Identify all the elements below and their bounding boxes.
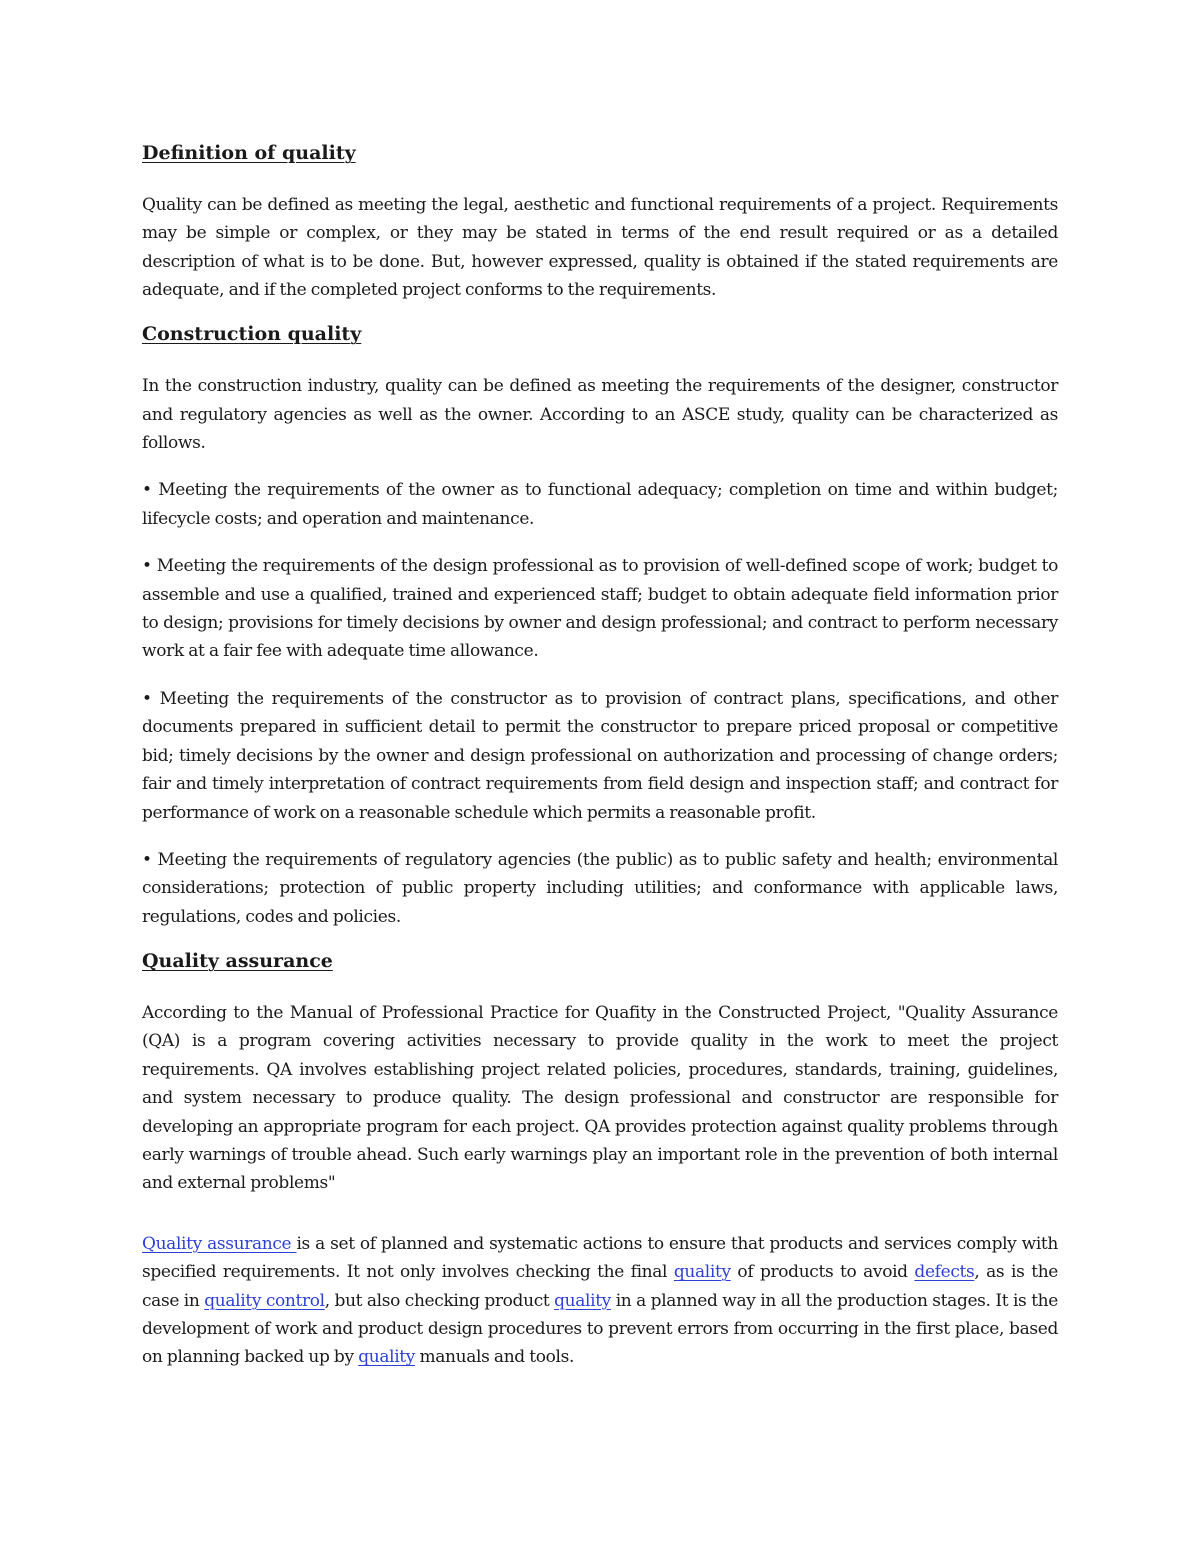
paragraph-qa-definition — [142, 1230, 1058, 1372]
link-quality-control[interactable]: quality control — [204, 1290, 325, 1311]
text-span: of products to avoid — [730, 1262, 915, 1283]
paragraph-definition: Quality can be defined as meeting the legal, aesthetic and functional requirements of a project. Requirements may be simple or complex, or they may be stated in terms of the end result required or as a detailed description of what is to be done. But, however expressed, quality is obtained if the stated requirements are adequate, and if the completed project conforms to the requirements. — [142, 194, 1058, 301]
paragraph-qa-manual-quote: According to the Manual of Professional Practice for Quafity in the Constructed Project, "Quality Assurance (QA) is a program covering activities necessary to provide quality in the work to meet the project requirements. QA involves establishing project related policies, procedures, standards, training, guidelines, and system necessary to produce quality. The design professional and constructor are responsible for developing an appropriate program for each project. QA provides protection against quality problems through early warnings of trouble ahead. Such early warnings play an important role in the prevention of both internal and external problems" — [142, 1002, 1058, 1194]
text-span: is a set of planned and systematic actions to ensure that products and services comply with specified requirements. It not only involves checking the final — [142, 1233, 1059, 1283]
bullet-constructor-requirements: • Meeting the requirements of the constructor as to provision of contract plans, specifications, and other documents prepared in sufficient detail to permit the constructor to prepare priced proposal or competitive bid; timely decisions by the owner and design professional on authorization and processing of change orders; fair and timely interpretation of contract requirements from field design and inspection staff; and contract for performance of work on a reasonable schedule which permits a reasonable profit. — [142, 688, 1058, 823]
text-span: in a planned way in all the production stages. It is the development of work and product design procedures to prevent errors from occurring in the first place, based on planning backed up by — [142, 1290, 1058, 1368]
document-body — [142, 142, 1058, 1391]
heading-construction-quality: Construction quality — [142, 323, 362, 346]
text-span: , but also checking product — [324, 1290, 555, 1311]
bullet-owner-requirements: • Meeting the requirements of the owner as to functional adequacy; completion on time and within budget; lifecycle costs; and operation and maintenance. — [142, 480, 1058, 529]
heading-quality-assurance: Quality assurance — [142, 950, 333, 973]
link-defects[interactable]: defects — [914, 1262, 975, 1283]
link-quality[interactable]: quality — [554, 1290, 611, 1311]
link-quality[interactable]: quality — [673, 1262, 731, 1283]
paragraph-construction-intro: In the construction industry, quality can be defined as meeting the requirements of the designer, constructor and regulatory agencies as well as the owner. According to an ASCE study, quality can be characterized as follows. — [142, 376, 1058, 454]
bullet-regulatory-requirements: • Meeting the requirements of regulatory agencies (the public) as to public safety and health; environmental considerations; protection of public property including utilities; and conformance with applicable laws, regulations, codes and policies. — [142, 849, 1058, 927]
heading-definition-of-quality: Definition of quality — [142, 142, 356, 164]
bullet-design-professional-requirements: • Meeting the requirements of the design professional as to provision of well-defined scope of work; budget to assemble and use a qualified, trained and experienced staff; budget to obtain adequate field information prior to design; provisions for timely decisions by owner and design professional; and contract to perform necessary work at a fair fee with adequate time allowance. — [142, 556, 1058, 662]
link-quality-assurance[interactable]: Quality assurance — [142, 1233, 297, 1254]
text-span: manuals and tools. — [415, 1347, 575, 1368]
link-quality[interactable]: quality — [358, 1347, 416, 1368]
text-span: , as is the case in — [142, 1262, 1059, 1311]
